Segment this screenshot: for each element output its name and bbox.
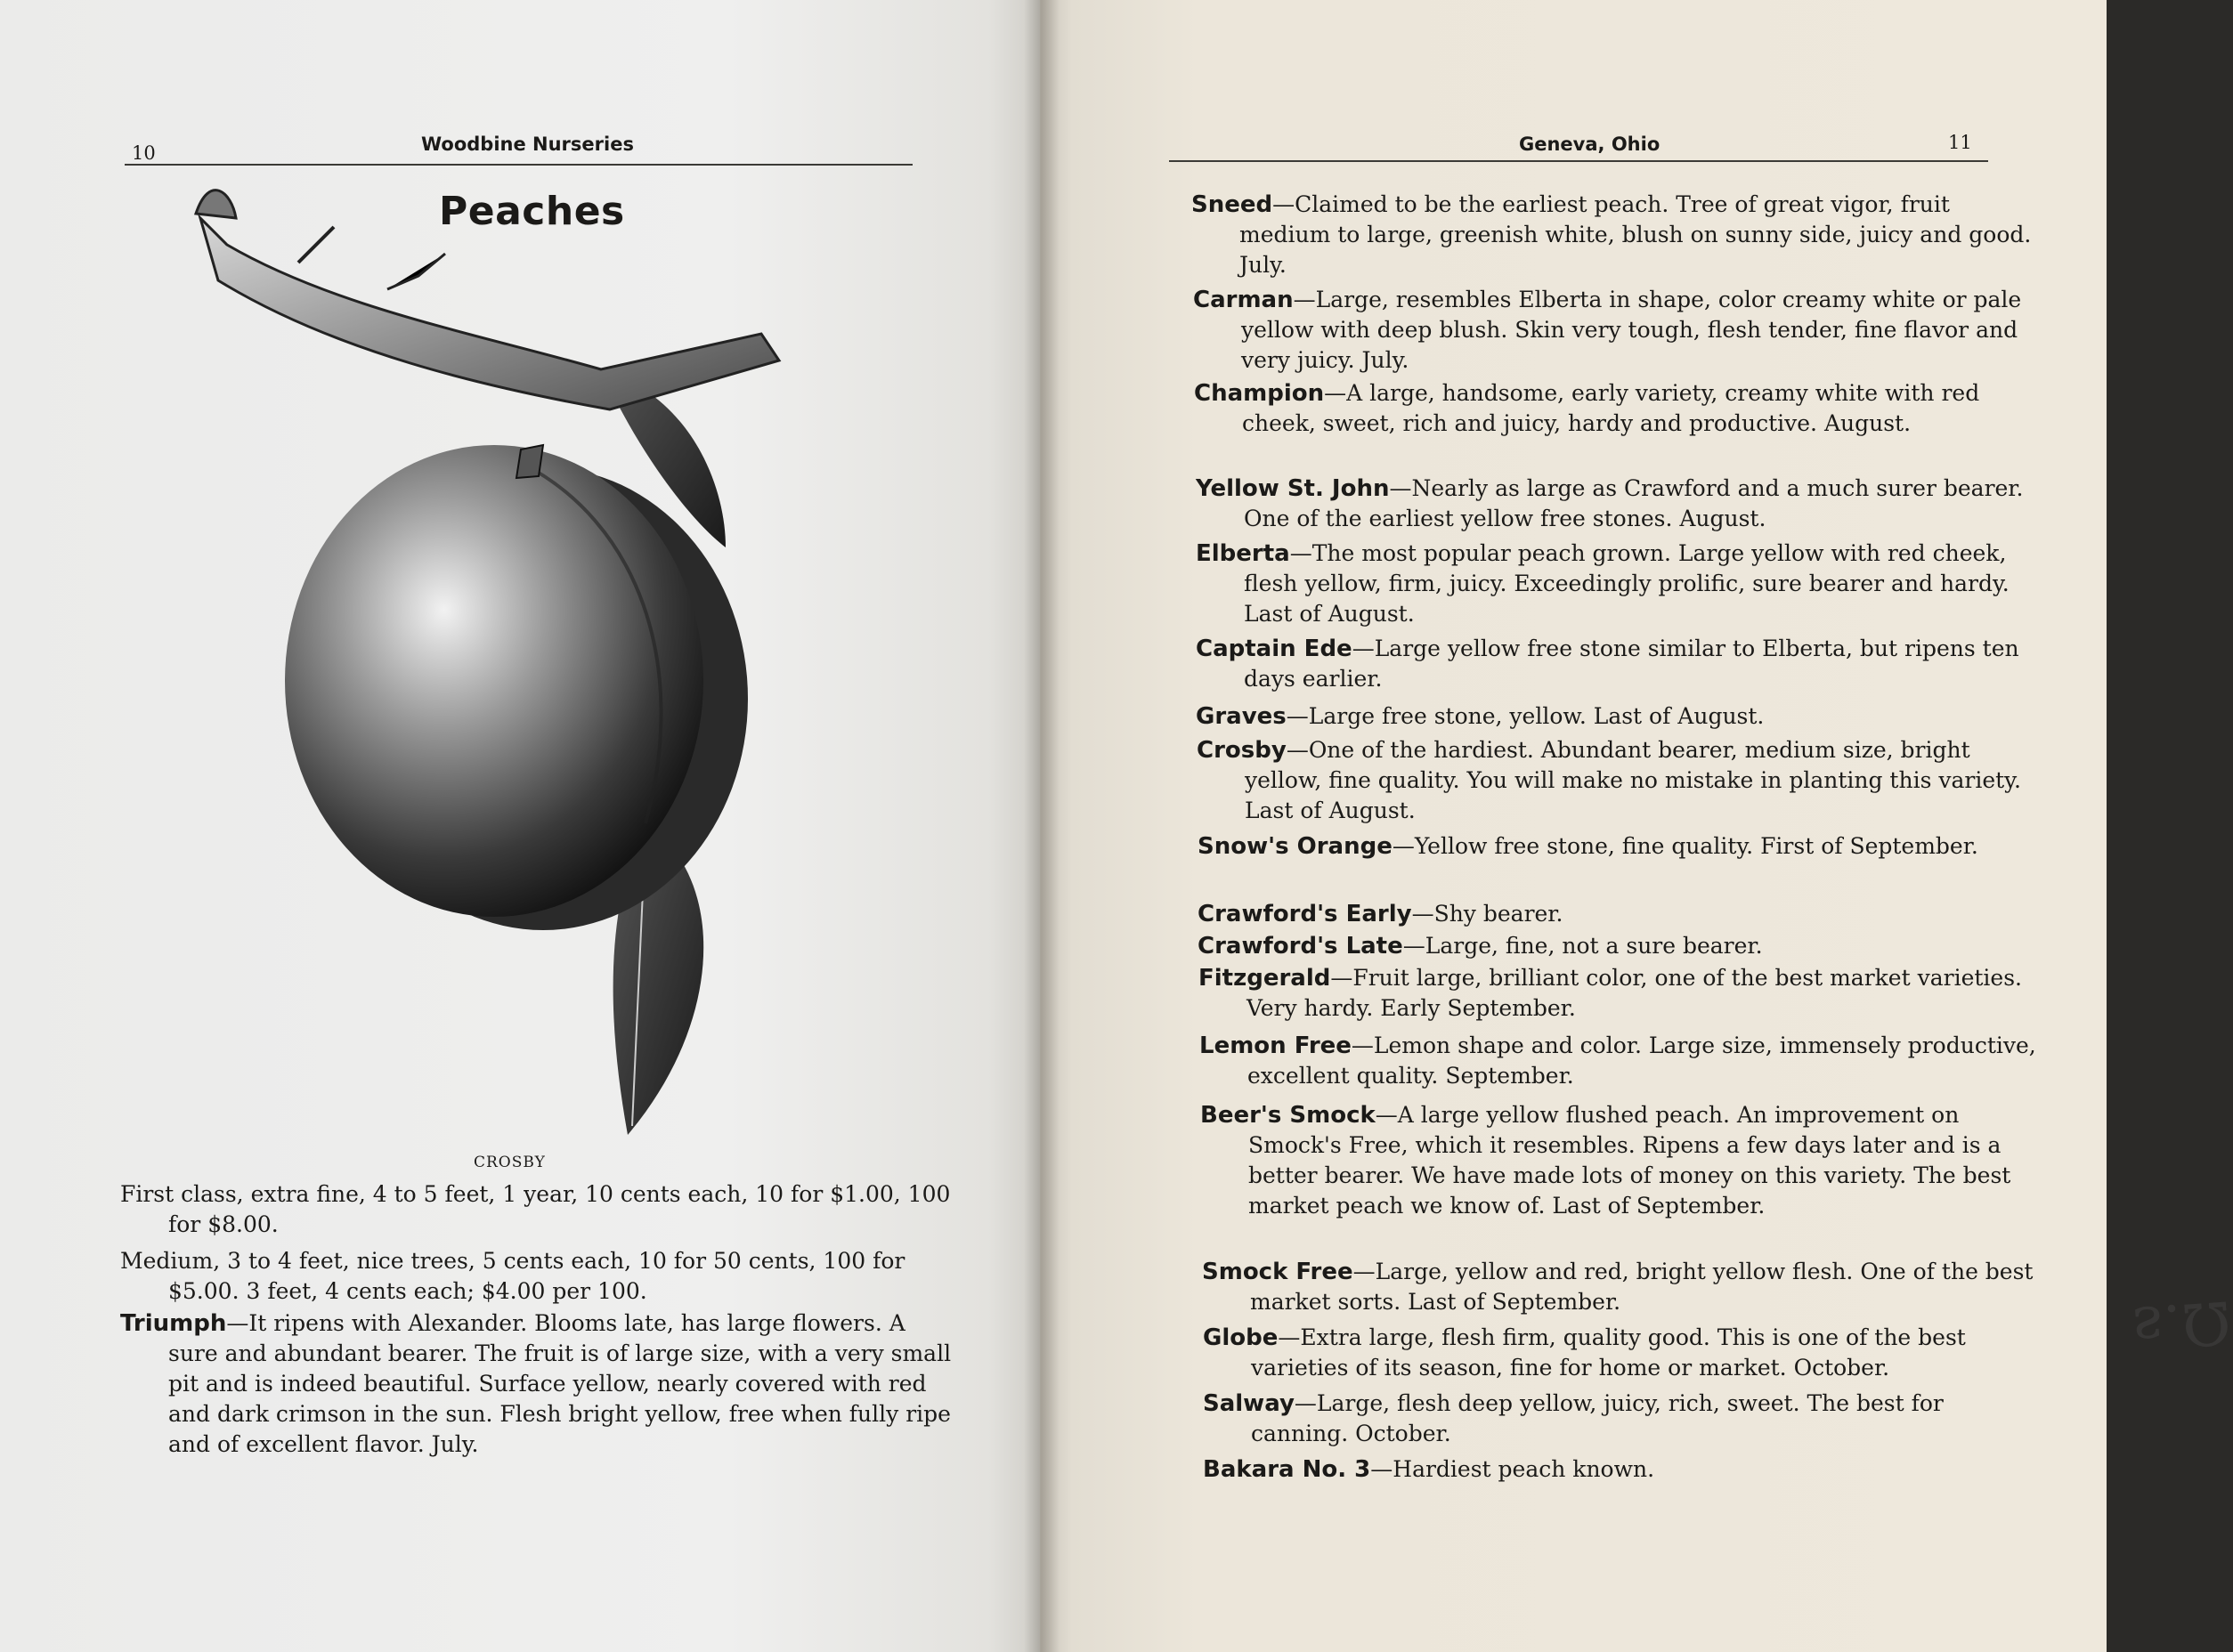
variety-name: Salway (1203, 1390, 1295, 1417)
variety-entry (1203, 1323, 2043, 1383)
pricing-medium: Medium, 3 to 4 feet, nice trees, 5 cents each, 10 for 50 cents, 100 for $5.00. 3 feet, 4 cents each; $4.00 per 100. (120, 1248, 905, 1304)
left-page (0, 0, 1040, 1652)
variety-name: Beer's Smock (1200, 1102, 1376, 1129)
variety-description: —Shy bearer. (1411, 901, 1563, 927)
variety-entry (1196, 539, 2036, 629)
variety-entry (1198, 831, 2038, 862)
right-page (1040, 0, 2233, 1652)
pencil-annotation: Ω.ƨ (2131, 1287, 2233, 1363)
variety-name: Captain Ede (1196, 636, 1352, 662)
variety-description: —Large, resembles Elberta in shape, color creamy white or pale yellow with deep blush. Skin very tough, flesh tender, fine flavor and very juicy. July. (1241, 287, 2022, 373)
variety-entry (1196, 634, 2036, 694)
variety-description: —Extra large, flesh firm, quality good. This is one of the best varieties of its season, fine for home or market. October. (1251, 1324, 1966, 1381)
variety-name: Triumph (120, 1310, 227, 1337)
variety-name: Bakara No. 3 (1203, 1456, 1371, 1483)
variety-entry (1198, 963, 2039, 1024)
page-number-right: 11 (1948, 132, 1972, 153)
variety-description: —Large, fine, not a sure bearer. (1402, 933, 1763, 959)
peach-fruit (285, 445, 703, 917)
variety-description: —Hardiest peach known. (1370, 1456, 1655, 1482)
variety-description: —Large yellow free stone similar to Elberta, but ripens ten days earlier. (1244, 636, 2019, 692)
variety-description: —Large, flesh deep yellow, juicy, rich, sweet. The best for canning. October. (1251, 1390, 1944, 1446)
variety-name: Crawford's Late (1198, 933, 1403, 960)
variety-description: —Large free stone, yellow. Last of August. (1286, 703, 1765, 729)
variety-name: Sneed (1191, 191, 1273, 218)
variety-description: —Lemon shape and color. Large size, immensely productive, excellent quality. September. (1247, 1032, 2036, 1089)
variety-entry (1202, 1257, 2042, 1317)
variety-name: Snow's Orange (1198, 833, 1393, 860)
variety-entry (1203, 1454, 2043, 1485)
variety-description: —Large, yellow and red, bright yellow flesh. One of the best market sorts. Last of September. (1250, 1259, 2034, 1315)
book-gutter (1024, 0, 1060, 1652)
header-rule-left (125, 164, 913, 166)
illustration-caption: CROSBY (474, 1154, 546, 1171)
variety-entry (1203, 1389, 2043, 1449)
variety-entry (1200, 1100, 2041, 1221)
variety-description: —One of the hardiest. Abundant bearer, medium size, bright yellow, fine quality. You will make no mistake in planting this variety. Last of August. (1245, 737, 2021, 823)
variety-name: Lemon Free (1199, 1032, 1352, 1059)
variety-name: Carman (1193, 287, 1294, 313)
variety-entry (1198, 931, 2038, 961)
variety-description: —Nearly as large as Crawford and a much surer bearer. One of the earliest yellow free stones. August. (1244, 475, 2024, 531)
variety-description: —It ripens with Alexander. Blooms late, has large flowers. A sure and abundant bearer. The fruit is of large size, with a very small pit and is indeed beautiful. Surface yellow, nearly covered with red and dark crimson in the sun. Flesh bright yellow, free when fully ripe and of excellent flavor. July. (168, 1310, 952, 1457)
variety-description: —Yellow free stone, fine quality. First of September. (1392, 833, 1978, 859)
pricing-first-class: First class, extra fine, 4 to 5 feet, 1 year, 10 cents each, 10 for $1.00, 100 for $8.00. (120, 1181, 951, 1237)
page-title: Peaches (439, 189, 625, 234)
variety-entry (1194, 378, 2034, 439)
variety-description: —Fruit large, brilliant color, one of the best market varieties. Very hardy. Early September. (1246, 965, 2022, 1021)
variety-name: Elberta (1196, 540, 1290, 567)
variety-entry (1191, 190, 2032, 280)
variety-name: Smock Free (1202, 1259, 1353, 1285)
variety-name: Yellow St. John (1196, 475, 1390, 502)
running-head-right: Geneva, Ohio (1519, 134, 1661, 155)
variety-entry (1197, 735, 2037, 826)
variety-description: —A large yellow flushed peach. An improvement on Smock's Free, which it resembles. Ripens a few days later and is a better bearer. We have made lots of money on this variety. The best market peach we know of. Last of September. (1248, 1102, 2011, 1219)
variety-name: Graves (1196, 703, 1287, 730)
branch (200, 218, 779, 409)
variety-description: —Claimed to be the earliest peach. Tree of great vigor, fruit medium to large, greenish white, blush on sunny side, juicy and good. July. (1239, 191, 2032, 278)
variety-entry (1196, 701, 2036, 732)
variety-description: —The most popular peach grown. Large yellow with red cheek, flesh yellow, firm, juicy. Exceedingly prolific, sure bearer and hardy. Last of August. (1244, 540, 2010, 627)
header-rule-right (1169, 160, 1988, 162)
variety-name: Crosby (1197, 737, 1287, 764)
variety-entry (1193, 285, 2034, 376)
variety-name: Champion (1194, 380, 1325, 407)
variety-entry (1198, 899, 2038, 929)
variety-description: —A large, handsome, early variety, creamy white with red cheek, sweet, rich and juicy, hardy and productive. August. (1242, 380, 1980, 436)
variety-triumph (120, 1308, 961, 1460)
variety-name: Fitzgerald (1198, 965, 1331, 992)
peach-illustration (227, 254, 797, 1144)
variety-name: Globe (1203, 1324, 1279, 1351)
variety-entry (1199, 1031, 2040, 1091)
page-number-left: 10 (132, 142, 156, 164)
running-head-left: Woodbine Nurseries (421, 134, 634, 155)
variety-entry (1196, 474, 2036, 534)
variety-name: Crawford's Early (1198, 901, 1412, 927)
